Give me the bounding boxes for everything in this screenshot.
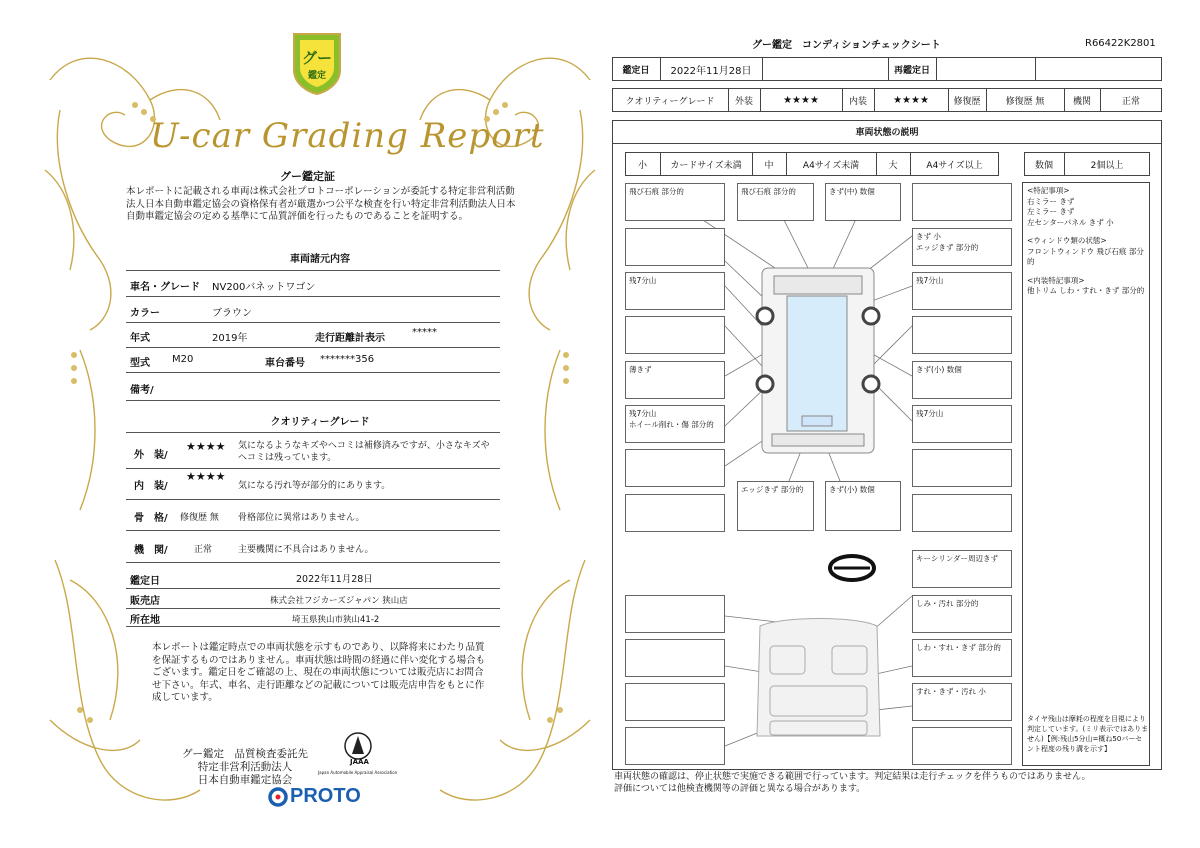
bottom-note xyxy=(614,771,1091,795)
svg-text:鑑定: 鑑定 xyxy=(307,71,327,81)
color-label: カラー xyxy=(130,308,160,319)
label-box xyxy=(625,405,725,443)
chassis-value: *******356 xyxy=(320,354,375,365)
inspect-date-value: 2022年11月28日 xyxy=(670,65,752,77)
sheet-id: R66422K2801 xyxy=(1085,38,1156,49)
engine-value: 正常 xyxy=(194,545,213,555)
trust-org xyxy=(180,748,310,787)
model-label: 型式 xyxy=(130,358,150,369)
date-value: 2022年11月28日 xyxy=(296,574,373,585)
color-value: ブラウン xyxy=(212,308,252,319)
label-box: きず(小) 数個 xyxy=(825,481,901,531)
frame-comment: 骨格部位に異常はありません。 xyxy=(238,513,365,523)
label-box: すれ・きず・汚れ 小 xyxy=(912,683,1012,721)
model-value: M20 xyxy=(172,354,194,365)
interior-stars: ★★★★ xyxy=(186,470,226,483)
trust-line-2: 特定非営利活動法人 xyxy=(197,761,293,773)
reinspect-date-label: 再鑑定日 xyxy=(893,65,930,76)
label-box: 残7分山 xyxy=(625,272,725,310)
label-box: 残7分山 xyxy=(912,405,1012,443)
count-label: 数個 xyxy=(1034,160,1053,171)
divider xyxy=(126,562,500,563)
exterior-label: 外 装/ xyxy=(134,450,168,461)
label-box-empty xyxy=(912,316,1012,354)
label-line: エッジきず 部分的 xyxy=(916,243,979,252)
quality-header: クオリティーグレード xyxy=(270,417,370,428)
svg-text:グー: グー xyxy=(301,49,333,67)
address-label: 所在地 xyxy=(130,615,160,626)
size-large-desc: A4サイズ以上 xyxy=(926,160,983,171)
certificate-subtitle: グー鑑定証 xyxy=(280,170,335,183)
exterior-comment: 気になるようなキズやヘコミは補修済みですが、小さなキズやヘコミは残っています。 xyxy=(238,441,490,463)
date-label: 鑑定日 xyxy=(130,576,160,587)
divider xyxy=(126,432,500,433)
dealer-value: 株式会社フジカーズジャパン 狭山店 xyxy=(270,596,408,606)
label-box: エッジきず 部分的 xyxy=(737,481,814,531)
interior-comment: 気になる汚れ等が部分的にあります。 xyxy=(238,481,391,491)
note-line: <ウィンドウ類の状態> xyxy=(1027,236,1107,245)
label-box: きず(小) 数個 xyxy=(912,361,1012,399)
label-box-empty xyxy=(912,727,1012,765)
size-mid-desc: A4サイズ未満 xyxy=(802,160,860,171)
engine-label: 機関 xyxy=(1072,96,1091,107)
label-box: 飛び石痕 部分的 xyxy=(737,183,814,221)
frame-label: 骨 格/ xyxy=(134,513,168,524)
label-box: しわ・すれ・きず 部分的 xyxy=(912,639,1012,677)
divider xyxy=(126,530,500,531)
label-box-empty xyxy=(625,727,725,765)
steering-wheel-icon xyxy=(830,556,874,580)
note-line: 右ミラー きず xyxy=(1027,196,1075,206)
bottom-note-line-1: 車両状態の確認は、停止状態で実施できる範囲で行っています。判定結果は走行チェックを伴うものではありません。 xyxy=(614,772,1091,782)
int-label: 内装 xyxy=(848,96,867,107)
sheet-title: グー鑑定 コンディションチェックシート xyxy=(752,40,941,51)
label-line: ホイール削れ・傷 部分的 xyxy=(629,420,714,429)
engine-value: 正常 xyxy=(1121,96,1140,107)
size-small: 小 xyxy=(637,160,647,171)
note-line: フロントウィンドウ 飛び石痕 部分的 xyxy=(1027,246,1144,266)
engine-label: 機 関/ xyxy=(134,545,168,556)
label-box-empty xyxy=(912,449,1012,487)
divider xyxy=(126,270,500,271)
divider xyxy=(126,468,500,469)
proto-mark-icon xyxy=(268,787,288,807)
label-box: キーシリンダー周辺きず xyxy=(912,550,1012,588)
note-line: <内装特記事項> xyxy=(1027,275,1085,285)
divider xyxy=(126,400,500,401)
year-value: 2019年 xyxy=(212,333,248,344)
remarks-label: 備考/ xyxy=(130,385,154,396)
label-line: きず 小 xyxy=(916,232,941,241)
label-box-empty xyxy=(625,316,725,354)
interior-label: 内 装/ xyxy=(134,481,168,492)
bottom-note-line-2: 評価については他検査機関等の評価と異なる場合があります。 xyxy=(614,784,866,794)
quality-grade-label: クオリティーグレード xyxy=(625,96,715,107)
size-small-desc: カードサイズ未満 xyxy=(670,160,742,171)
repair-value: 修復歴 無 xyxy=(1005,96,1045,107)
condition-header: 車両状態の説明 xyxy=(855,128,919,138)
exterior-stars: ★★★★ xyxy=(186,440,226,453)
chassis-label: 車台番号 xyxy=(265,358,305,369)
count-desc: 2個以上 xyxy=(1090,160,1124,171)
label-box-empty xyxy=(625,595,725,633)
side-notes xyxy=(1027,186,1151,297)
divider xyxy=(126,347,500,348)
label-box-empty xyxy=(625,683,725,721)
int-stars: ★★★★ xyxy=(893,94,929,106)
label-box: きず(中) 数個 xyxy=(825,183,901,221)
label-line: 残7分山 xyxy=(629,409,657,418)
mileage-label: 走行距離計表示 xyxy=(315,333,385,344)
repair-label: 修復歴 xyxy=(953,96,981,107)
dealer-label: 販売店 xyxy=(130,596,160,607)
divider xyxy=(126,372,500,373)
label-box: 飛び石痕 部分的 xyxy=(625,183,725,221)
note-line: 他トリム しわ・すれ・きず 部分的 xyxy=(1027,286,1145,295)
label-box: しみ・汚れ 部分的 xyxy=(912,595,1012,633)
divider xyxy=(126,588,500,589)
inspect-date-label: 鑑定日 xyxy=(622,65,650,76)
label-box-empty xyxy=(625,639,725,677)
size-large: 大 xyxy=(888,160,898,171)
divider xyxy=(126,499,500,500)
goo-appraisal-badge xyxy=(286,30,348,96)
disclaimer-note: 本レポートは鑑定時点での車両状態を示すものであり、以降将来にわたり品質を保証するものではありません。車両状態は時間の経過に伴い変化する場合もございます。鑑定日をご確認の上、現在の車両状態については販売店にお問合せ下さい。年式、車名、走行距離などの記載については販売店申告をもとに作成しています。 xyxy=(152,642,486,703)
car-name-value: NV200バネットワゴン xyxy=(212,282,316,293)
mileage-value: ***** xyxy=(412,327,437,338)
frame-value: 修復歴 無 xyxy=(180,513,219,523)
jaaa-subtext: Japan Automobile Appraisal Association xyxy=(318,770,398,775)
grading-certificate xyxy=(40,20,600,830)
address-value: 埼玉県狭山市狭山41-2 xyxy=(292,615,380,625)
certificate-intro: 本レポートに記載される車両は株式会社プロトコーポレーションが委託する特定非営利活動法人日本自動車鑑定協会の資格保有者が厳選かつ公平な検査を行い特定非営利活動法人日本自動車鑑定協会の定める基準にて品質評価を行ったものであることを証明する。 xyxy=(126,186,516,222)
trust-line-1: グー鑑定 品質検査委託先 xyxy=(182,748,308,760)
note-line: <特記事項> xyxy=(1027,186,1070,195)
divider xyxy=(126,626,500,627)
car-name-label: 車名・グレード xyxy=(130,282,200,293)
label-box: 薄きず xyxy=(625,361,725,399)
divider xyxy=(126,322,500,323)
engine-comment: 主要機関に不具合はありません。 xyxy=(238,545,374,555)
divider xyxy=(126,608,500,609)
label-box-empty xyxy=(912,494,1012,532)
label-box-empty xyxy=(625,449,725,487)
note-line: 左ミラー きず xyxy=(1027,207,1075,216)
label-box-empty xyxy=(625,228,725,266)
report-title: U-car Grading Report xyxy=(150,116,545,156)
note-line: 左センターパネル きず 小 xyxy=(1027,217,1114,227)
ext-stars: ★★★★ xyxy=(783,94,819,106)
divider xyxy=(126,296,500,297)
proto-logo xyxy=(268,785,361,808)
size-mid: 中 xyxy=(764,160,774,171)
label-box xyxy=(912,228,1012,266)
label-box: 残7分山 xyxy=(912,272,1012,310)
year-label: 年式 xyxy=(130,333,150,344)
ext-label: 外装 xyxy=(734,96,753,107)
label-box-empty xyxy=(912,183,1012,221)
jaaa-text: JAAA xyxy=(350,758,369,766)
label-box-empty xyxy=(625,494,725,532)
trust-line-3: 日本自動車鑑定協会 xyxy=(197,774,293,786)
spec-header: 車両諸元内容 xyxy=(290,254,350,265)
tire-note: タイヤ残山は摩耗の程度を目視により判定しています。(ミリ表示ではありません)【例:残山5分山=概ね50パーセント程度の残り溝を示す】 xyxy=(1027,715,1149,753)
proto-wordmark: PROTO xyxy=(290,785,361,807)
